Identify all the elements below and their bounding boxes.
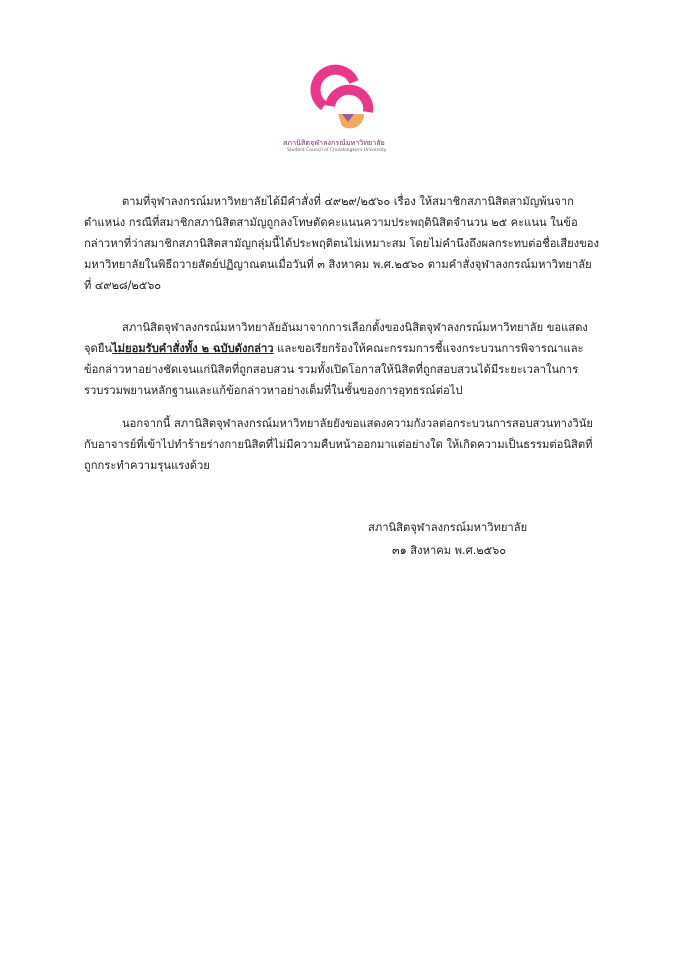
logo-text-thai: สภานิสิตจุฬาลงกรณ์มหาวิทยาลัย — [283, 139, 385, 147]
stance-emphasis: ไม่ยอมรับคำสั่งทั้ง ๒ ฉบับดังกล่าว — [112, 342, 274, 355]
logo-text-english: Student Council of Chulalongkorn University — [287, 148, 387, 153]
paragraph-2-line: สภานิสิตจุฬาลงกรณ์มหาวิทยาลัยอันมาจากการเลือกตั้งของนิสิตจุฬาลงกรณ์มหาวิทยาลัย ขอแสดง — [122, 321, 588, 334]
paragraph-2-line: ข้อกล่าวหาอย่างชัดเจนแก่นิสิตที่ถูกสอบสวน รวมทั้งเปิดโอกาสให้นิสิตที่ถูกสอบสวนได้มีระยะเวลาในการ — [84, 363, 579, 376]
paragraph-1 — [84, 191, 600, 296]
paragraph-3-line: นอกจากนี้ สภานิสิตจุฬาลงกรณ์มหาวิทยาลัยยังขอแสดงความกังวลต่อกระบวนการสอบสวนทางวินัย — [122, 417, 593, 430]
paragraph-3 — [84, 413, 600, 476]
paragraph-3-line: กับอาจารย์ที่เข้าไปทำร้ายร่างกายนิสิตที่ไม่มีความคืบหน้าออกมาแต่อย่างใด ให้เกิดความเป็นธรรมต่อนิสิตที่ — [84, 438, 593, 451]
stance-suffix: และขอเรียกร้องให้คณะกรรมการชี้แจงกระบวนการพิจารณาและ — [273, 342, 584, 355]
paragraph-3-line: ถูกกระทำความรุนแรงด้วย — [84, 459, 210, 472]
paragraph-2 — [84, 317, 600, 401]
signature-org: สภานิสิตจุฬาลงกรณ์มหาวิทยาลัย — [368, 521, 528, 534]
stance-prefix: จุดยืน — [84, 342, 113, 355]
paragraph-2-line-stance — [84, 338, 600, 359]
signature-date: ๓๑ สิงหาคม พ.ศ.๒๕๖๐ — [392, 544, 507, 557]
paragraph-2-line: รวบรวมพยานหลักฐานและแก้ข้อกล่าวหาอย่างเต็มที่ในชั้นของการอุทธรณ์ต่อไป — [84, 384, 463, 397]
paragraph-1-line: ตำแหน่ง กรณีที่สมาชิกสภานิสิตสามัญถูกลงโทษตัดคะแนนความประพฤตินิสิตจำนวน ๒๕ คะแนน ในข้อ — [84, 216, 578, 229]
paragraph-1-line: กล่าวหาที่ว่าสมาชิกสภานิสิตสามัญกลุ่มนี้ได้ประพฤติตนไม่เหมาะสม โดยไม่คำนึงถึงผลกระทบต่อชื่อเสียงของ — [84, 237, 599, 250]
student-council-logo-icon — [302, 62, 382, 142]
paragraph-1-line: ที่ ๔๙๒๘/๒๕๖๐ — [84, 279, 162, 292]
paragraph-1-line: มหาวิทยาลัยในพิธีถวายสัตย์ปฏิญาณตนเมื่อวันที่ ๓ สิงหาคม พ.ศ.๒๕๖๐ ตามคำสั่งจุฬาลงกรณ์มหาวิทยาลัย — [84, 258, 592, 271]
paragraph-1-line: ตามที่จุฬาลงกรณ์มหาวิทยาลัยได้มีคำสั่งที่ ๔๙๒๙/๒๕๖๐ เรื่อง ให้สมาชิกสภานิสิตสามัญพ้นจาก — [122, 195, 574, 208]
